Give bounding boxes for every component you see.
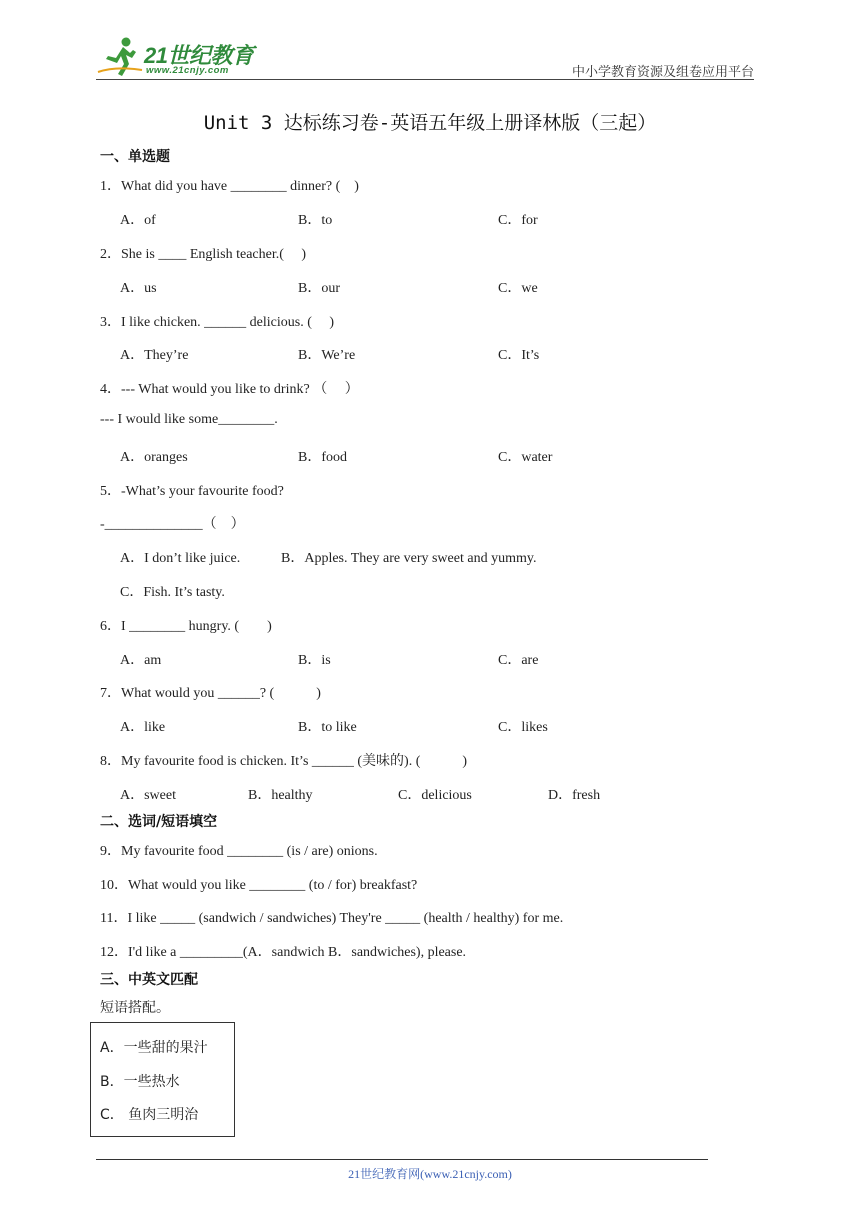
q8-option-c: C．delicious <box>398 788 472 803</box>
q8-option-a: A．sweet <box>120 788 176 803</box>
q4-option-b: B．food <box>298 450 347 465</box>
question-3: 3．I like chicken. ______ delicious. ( ) <box>100 315 335 330</box>
runner-logo-icon <box>96 36 144 78</box>
site-logo <box>96 36 258 80</box>
match-item-b: B．一些热水 <box>100 1074 180 1090</box>
q5-option-c: C．Fish. It’s tasty. <box>120 585 225 600</box>
question-6: 6．I ________ hungry. ( ) <box>100 619 272 634</box>
section-heading-1: 一、单选题 <box>100 149 170 165</box>
q1-option-a: A．of <box>120 213 156 228</box>
q1-option-b: B．to <box>298 213 333 228</box>
q3-option-a: A．They’re <box>120 348 189 363</box>
question-8: 8．My favourite food is chicken. It’s ______ (美味的). ( ) <box>100 754 468 769</box>
question-4-line-2: --- I would like some________. <box>100 412 278 427</box>
question-1: 1．What did you have ________ dinner? ( ) <box>100 179 359 194</box>
q3-option-c: C．It’s <box>498 348 540 363</box>
q7-option-a: A．like <box>120 720 166 735</box>
fill-item-11: 11．I like _____ (sandwich / sandwiches) They're _____ (health / healthy) for me. <box>100 911 564 926</box>
q6-option-c: C．are <box>498 653 539 668</box>
q6-option-b: B．is <box>298 653 331 668</box>
fill-item-12: 12．I'd like a _________(A．sandwich B．sandwiches), please. <box>100 945 467 960</box>
q4-option-a: A．oranges <box>120 450 188 465</box>
match-item-c: C． 鱼肉三明治 <box>100 1107 199 1123</box>
section-heading-3: 三、中英文匹配 <box>100 972 198 988</box>
fill-item-10: 10．What would you like ________ (to / for) breakfast? <box>100 878 418 893</box>
question-7: 7．What would you ______? ( ) <box>100 686 321 701</box>
q3-option-b: B．We’re <box>298 348 356 363</box>
q2-option-c: C．we <box>498 281 538 296</box>
match-item-a: A．一些甜的果汁 <box>100 1040 208 1056</box>
header-platform-text: 中小学教育资源及组卷应用平台 <box>571 64 754 79</box>
footer-divider <box>96 1159 708 1160</box>
page-title: Unit 3 达标练习卷-英语五年级上册译林版（三起） <box>203 112 657 134</box>
q7-option-b: B．to like <box>298 720 357 735</box>
q2-option-b: B．our <box>298 281 340 296</box>
q2-option-a: A．us <box>120 281 157 296</box>
q8-option-d: D．fresh <box>548 788 601 803</box>
q7-option-c: C．likes <box>498 720 548 735</box>
logo-text: 21世纪教育 <box>144 43 254 68</box>
q4-option-c: C．water <box>498 450 553 465</box>
section-heading-2: 二、选词/短语填空 <box>100 814 218 830</box>
fill-item-9: 9．My favourite food ________ (is / are) onions. <box>100 844 378 859</box>
question-5-line-2: -______________（ ） <box>100 517 245 532</box>
q1-option-c: C．for <box>498 213 538 228</box>
q6-option-a: A．am <box>120 653 162 668</box>
match-instruction: 短语搭配。 <box>100 1000 170 1016</box>
footer-text: 21世纪教育网(www.21cnjy.com) <box>348 1167 512 1181</box>
question-4: 4．--- What would you like to drink? （ ） <box>100 382 359 397</box>
header-divider <box>96 79 754 80</box>
question-2: 2．She is ____ English teacher.( ) <box>100 247 307 262</box>
q5-option-b: B．Apples. They are very sweet and yummy. <box>281 551 537 566</box>
q8-option-b: B．healthy <box>248 788 313 803</box>
q5-option-a: A．I don’t like juice. <box>120 551 241 566</box>
question-5: 5．-What’s your favourite food? <box>100 484 284 499</box>
logo-url: www.21cnjy.com <box>146 65 229 76</box>
